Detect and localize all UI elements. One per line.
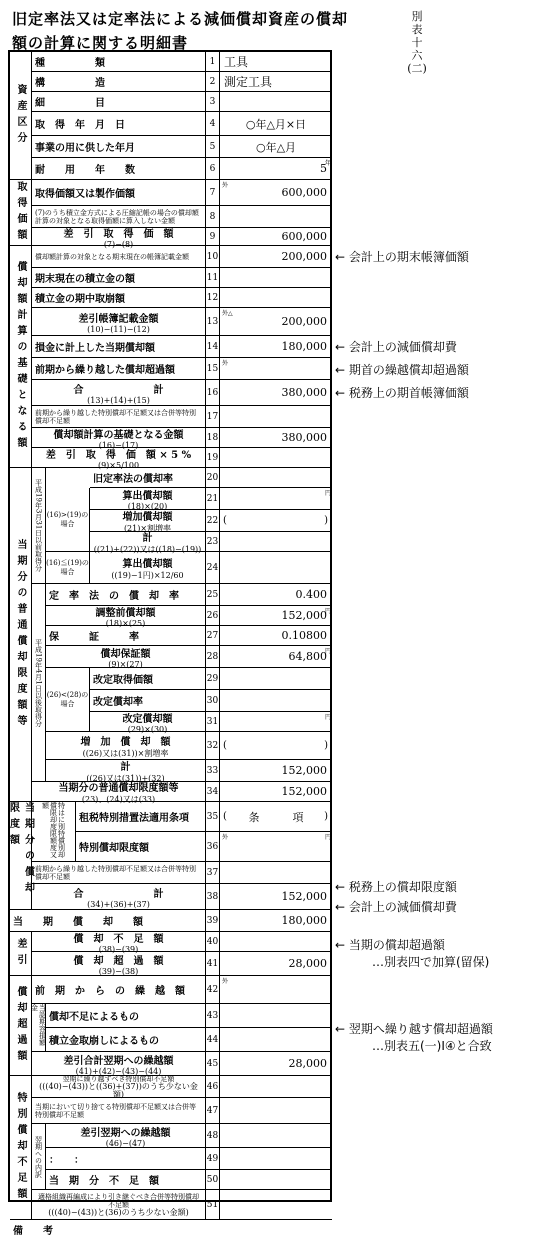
row-number: 51 [206, 1190, 220, 1220]
row-formula: (21)×割増率 [123, 523, 172, 533]
row-16-value[interactable] [220, 380, 332, 406]
row-label-text: 償却保証額 [100, 648, 151, 660]
value-text: 380,000 [281, 386, 327, 399]
row-label-text: 改定償却額 [122, 713, 173, 725]
subgroup-h19-before: 平成19年3月31日以前取得分 [32, 468, 46, 584]
row-32-value[interactable] [220, 732, 332, 760]
row-number: 28 [206, 646, 220, 668]
subgroup-h19-after: 平成19年4月1日以後取得分 [32, 584, 46, 782]
row-label-text: 取 得 年 月 日 [35, 120, 125, 131]
value-text: 600,000 [281, 186, 327, 199]
row-number: 35 [206, 802, 220, 832]
row-label-text: 翌期に繰り越すべき特別償却不足額 [62, 1074, 175, 1083]
remarks-label: 備 考 [13, 1226, 53, 1237]
row-label-text: 種 類 [35, 58, 105, 69]
row-51-value[interactable] [220, 1190, 332, 1220]
row-label-text: 差引翌期への繰越額 [80, 1127, 171, 1139]
value-text: 152,000 [281, 890, 327, 903]
row-number: 40 [206, 932, 220, 952]
row-6-value[interactable] [220, 158, 332, 180]
row-label-text: 計 [120, 761, 131, 773]
value-text: 200,000 [281, 250, 327, 263]
row-formula: (7)−(8) [103, 239, 134, 249]
row-50-value[interactable] [220, 1170, 332, 1190]
row-41-value[interactable] [220, 952, 332, 976]
row-label-text: 当期において切り捨てる特別償却不足額又は合併等特別償却不足額 [35, 1102, 196, 1119]
group-diff: 差引 [10, 932, 32, 976]
row-number: 36 [206, 832, 220, 862]
row-formula: (46)−(47) [105, 1138, 146, 1148]
row-number: 44 [206, 1028, 220, 1052]
row-11-label [32, 268, 206, 288]
row-number: 23 [206, 532, 220, 552]
row-label-text: 差 引 取 得 価 額 × 5 % [45, 449, 192, 461]
annotation-n39: ← 会計上の減価償却費 [335, 900, 457, 914]
row-formula: (18)×(20) [127, 501, 168, 511]
annotation-n45a: ← 翌期へ繰り越す償却超過額 [335, 1022, 493, 1036]
row-number: 5 [206, 136, 220, 158]
row-label-text: (7)のうち積立金方式による圧縮記帳の場合の償却額計算の対象となる取得価額に算入しない金額 [35, 208, 199, 225]
annotation-n10: ← 会計上の期末帳簿価額 [335, 250, 469, 264]
row-label-text: 当 期 分 不 足 額 [49, 1176, 159, 1187]
row-label-text: 前期から繰り越した特別償却不足額又は合併等特別償却不足額 [35, 408, 196, 425]
row-8-value[interactable] [220, 206, 332, 228]
row-formula: (23)、(24)又は(33) [81, 794, 156, 804]
row-label-text: 償却額計算の基礎となる金額 [53, 429, 184, 441]
row-number: 25 [206, 584, 220, 606]
group-over: 償却超過額 [10, 976, 32, 1076]
row-formula: (34)+(36)+(37) [87, 899, 150, 909]
row-label-text: 算出償却額 [122, 490, 173, 502]
row-number: 45 [206, 1052, 220, 1076]
value-text: 152,000 [281, 764, 327, 777]
sublabel-a: (16)>(19)の場合 [46, 488, 90, 552]
value-suf: 円 [324, 608, 331, 615]
row-label-text: 期末現在の積立金の額 [35, 274, 135, 285]
paren-right: ) [324, 740, 328, 751]
row-26-value[interactable] [220, 606, 332, 626]
value-text: 152,000 [281, 609, 327, 622]
value-text: 28,000 [288, 1057, 327, 1070]
row-14-value[interactable] [220, 336, 332, 358]
row-10-label [32, 246, 206, 268]
row-19-label [32, 448, 206, 468]
row-47-label [32, 1098, 206, 1124]
row-1-label [32, 52, 206, 72]
sublabel-c: (26)<(28)の場合 [46, 668, 90, 732]
row-50-label [46, 1170, 206, 1190]
subgroup-current: 当認期容損額金 [32, 1004, 46, 1052]
row-label-text: 租税特別措置法適用条項 [79, 813, 189, 824]
row-44-label [46, 1028, 206, 1052]
row-45-value[interactable] [220, 1052, 332, 1076]
row-formula: (41)+(42)−(43)−(44) [75, 1066, 162, 1076]
row-48-value[interactable] [220, 1124, 332, 1148]
row-10-value[interactable] [220, 246, 332, 268]
row-label-text: 特別償却限度額 [79, 843, 149, 854]
row-46-value[interactable] [220, 1076, 332, 1098]
value-text: 0.10800 [281, 629, 327, 642]
value-pre: 外△ [222, 310, 233, 317]
row-29-value[interactable] [220, 668, 332, 690]
row-label-text: 増 加 償 却 額 [80, 736, 171, 748]
row-label-text: 償 却 不 足 額 [73, 933, 164, 945]
row-19-value[interactable] [220, 448, 332, 468]
row-2-value[interactable] [220, 72, 332, 92]
row-42-label [32, 976, 206, 1004]
row-37-value[interactable] [220, 862, 332, 884]
row-14-label [32, 336, 206, 358]
subgroup-special: 特はに別特償別却償限却度限額度又額 [32, 802, 76, 862]
row-43-label [46, 1004, 206, 1028]
form-id-char: 別 [411, 10, 423, 23]
row-9-label [32, 228, 206, 249]
row-formula: (((40)−(43))と((36)+(37))のうち少ない金額) [39, 1081, 198, 1099]
row-label-text: 耐 用 年 数 [35, 165, 135, 176]
row-4-value[interactable] [220, 112, 332, 136]
row-18-value[interactable] [220, 428, 332, 448]
value-unit: 年 [324, 160, 331, 167]
row-5-label [32, 136, 206, 158]
remarks-row [10, 1220, 332, 1240]
row-number: 30 [206, 690, 220, 712]
row-number: 31 [206, 712, 220, 732]
row-label-text: 前期から繰り越した償却超過額 [35, 365, 175, 376]
row-number: 18 [206, 428, 220, 448]
row-2-label [32, 72, 206, 92]
row-33-value[interactable] [220, 760, 332, 782]
row-number: 37 [206, 862, 220, 884]
row-number: 19 [206, 448, 220, 468]
row-number: 41 [206, 952, 220, 976]
row-11-value[interactable] [220, 268, 332, 288]
row-15-label [32, 358, 206, 380]
value-text: 152,000 [281, 785, 327, 798]
form-title [12, 7, 367, 55]
row-47-value[interactable] [220, 1098, 332, 1124]
row-label-text: 合 計 [73, 888, 164, 900]
row-22-value[interactable] [220, 510, 332, 532]
row-number: 7 [206, 180, 220, 206]
row-12-label [32, 288, 206, 308]
row-label-text: 償却不足によるもの [49, 1012, 139, 1023]
group-cost: 取得価額 [10, 180, 32, 246]
form-title-line1: 旧定率法又は定率法による減価償却資産の償却 [12, 10, 349, 28]
row-label-text: 定 率 法 の 償 却 率 [49, 591, 179, 602]
group-asset: 資産区分 [10, 52, 32, 180]
row-5-value[interactable] [220, 136, 332, 158]
row-number: 6 [206, 158, 220, 180]
value-suf: 円 [324, 714, 331, 721]
form-id [405, 10, 429, 75]
value-pre: 外 [222, 834, 229, 841]
value-text: 180,000 [281, 340, 327, 353]
row-number: 22 [206, 510, 220, 532]
row-3-value[interactable] [220, 92, 332, 112]
row-16-label [32, 380, 206, 406]
value-text: 5 [320, 162, 327, 175]
paren-right: ) [324, 811, 328, 822]
value-text: 0.400 [295, 588, 327, 601]
row-number: 20 [206, 468, 220, 488]
subgroup-next: 翌期への内訳 [32, 1124, 46, 1190]
group-current: 当期分の普通償却限度額等 [10, 468, 32, 802]
row-number: 33 [206, 760, 220, 782]
row-label-text: 構 造 [35, 78, 105, 89]
form-id-char: 十 [411, 36, 423, 49]
value-text: 64,800 [288, 650, 327, 663]
value-text: 200,000 [281, 315, 327, 328]
row-number: 3 [206, 92, 220, 112]
row-number: 16 [206, 380, 220, 406]
row-36-label [76, 832, 206, 862]
form-title-line2: 額の計算に関する明細書 [12, 34, 189, 52]
form-id-char: (二) [407, 62, 427, 75]
row-38-label [32, 884, 206, 910]
row-number: 21 [206, 488, 220, 510]
row-21-value[interactable] [220, 488, 332, 510]
value-text: 条 項 [248, 810, 304, 824]
row-label-text: 旧定率法の償却率 [93, 474, 173, 485]
form-id-char: 表 [411, 23, 423, 36]
value-text: 測定工具 [224, 75, 273, 89]
row-37-label [32, 862, 206, 884]
row-formula: ((26)又は(31))×割増率 [82, 748, 169, 758]
value-pre: 外 [222, 360, 229, 367]
annotation-n45b: …別表五(一)Ⅰ④と合致 [372, 1039, 492, 1053]
row-9-value[interactable] [220, 228, 332, 246]
row-formula: ((26)又は(31))+(32) [86, 773, 165, 783]
row-13-value[interactable] [220, 308, 332, 336]
row-3-label [32, 92, 206, 112]
row-number: 29 [206, 668, 220, 690]
row-31-label [90, 712, 206, 732]
paren-left: ( [223, 740, 227, 751]
row-number: 24 [206, 552, 220, 584]
row-label-text: 損金に計上した当期償却額 [35, 343, 155, 354]
value-text: 380,000 [281, 431, 327, 444]
row-40-label [32, 932, 206, 952]
row-13-label [32, 308, 206, 336]
row-label-text: 増加償却額 [122, 511, 173, 523]
row-formula: (18)×(25) [105, 618, 146, 628]
annotation-n14: ← 会計上の減価償却費 [335, 340, 457, 354]
row-formula: (10)−(11)−(12) [87, 324, 150, 334]
row-26-label [46, 606, 206, 626]
row-formula: (38)−(39) [98, 944, 139, 954]
row-formula: ((21)+(22))又は((18)−(19)) [93, 544, 202, 554]
row-number: 48 [206, 1124, 220, 1148]
row-number: 43 [206, 1004, 220, 1028]
value-pre: 外 [222, 978, 229, 985]
row-label-text: 適格組織再編成により引き継ぐべき合併等特別償却不足額 [38, 1192, 199, 1209]
group-sp-short: 特別償却不足額 [10, 1076, 32, 1220]
value-text: 工具 [224, 55, 249, 69]
row-number: 4 [206, 112, 220, 136]
row-number: 2 [206, 72, 220, 92]
row-49-label [46, 1148, 206, 1170]
row-6-label [32, 158, 206, 180]
row-label-text: 償 却 超 過 額 [73, 955, 164, 967]
row-label-text: 当期分の普通償却限度額等 [58, 782, 179, 794]
row-35-label [76, 802, 206, 832]
row-51-label [32, 1190, 206, 1220]
row-35-value[interactable] [220, 802, 332, 832]
row-label-text: 積立金の期中取崩額 [35, 294, 125, 305]
annotation-n16: ← 税務上の期首帳簿価額 [335, 386, 469, 400]
row-49-value[interactable] [220, 1148, 332, 1170]
row-number: 10 [206, 246, 220, 268]
row-17-value[interactable] [220, 406, 332, 428]
row-number: 42 [206, 976, 220, 1004]
schedule-form [7, 50, 332, 1237]
row-30-value[interactable] [220, 690, 332, 712]
row-label-text: 差引帳簿記載金額 [78, 313, 159, 325]
row-label-text: 計 [142, 532, 153, 544]
paren-right: ) [324, 515, 328, 526]
row-number: 8 [206, 206, 220, 228]
row-label-text: 当 期 償 却 額 [13, 917, 143, 928]
row-number: 46 [206, 1076, 220, 1098]
row-28-label [46, 646, 206, 668]
row-label-text: 合 計 [73, 384, 164, 396]
row-number: 9 [206, 228, 220, 246]
row-label-text: 前 期 か ら の 繰 越 額 [35, 986, 185, 997]
row-number: 13 [206, 308, 220, 336]
row-7-value[interactable] [220, 180, 332, 206]
value-suf: 円 [324, 834, 331, 841]
value-text: ○年△月×日 [245, 117, 307, 131]
group-base: 償却額計算の基礎となる額 [10, 246, 32, 468]
row-31-value[interactable] [220, 712, 332, 732]
value-pre: 外 [222, 182, 229, 189]
row-label-text: 事業の用に供した年月 [35, 143, 135, 154]
row-44-value[interactable] [220, 1028, 332, 1052]
row-40-value[interactable] [220, 932, 332, 952]
group-special: 当期分の償却限度額 [10, 802, 32, 910]
paren-left: ( [223, 811, 227, 822]
row-formula: (9)×(27) [108, 659, 143, 669]
row-23-label [90, 532, 206, 552]
row-number: 14 [206, 336, 220, 358]
row-formula: (13)+(14)+(15) [87, 395, 150, 405]
row-46-label [32, 1076, 206, 1098]
row-number: 38 [206, 884, 220, 910]
row-7-label [32, 180, 206, 206]
row-number: 26 [206, 606, 220, 626]
row-label-text: 償却額計算の対象となる期末現在の帳簿記載金額 [35, 252, 189, 261]
row-45-label [32, 1052, 206, 1076]
row-label-text: 調整前償却額 [95, 607, 156, 619]
row-28-value[interactable] [220, 646, 332, 668]
row-number: 34 [206, 782, 220, 802]
row-number: 12 [206, 288, 220, 308]
row-12-value[interactable] [220, 288, 332, 308]
row-formula: (((40)−(43))と(36)のうち少ない金額) [48, 1207, 189, 1217]
row-formula: (29)×(30) [127, 724, 168, 734]
row-24-value[interactable] [220, 552, 332, 584]
row-label-text: 差 引 取 得 価 額 [63, 228, 174, 240]
row-number: 39 [206, 910, 220, 932]
row-label-text: 改定取得価額 [93, 675, 153, 686]
row-formula: (39)−(38) [98, 966, 139, 976]
row-23-value[interactable] [220, 532, 332, 552]
sublabel-b: (16)≦(19)の場合 [46, 552, 90, 584]
row-number: 11 [206, 268, 220, 288]
row-39-value[interactable] [220, 910, 332, 932]
value-text: 180,000 [281, 914, 327, 927]
row-label-text: 改定償却率 [93, 697, 143, 708]
row-27-label [46, 626, 206, 646]
value-text: ○年△月 [255, 140, 297, 154]
value-text: 600,000 [281, 230, 327, 243]
row-label-text: ： ： [49, 1155, 84, 1166]
row-number: 32 [206, 732, 220, 760]
row-41-label [32, 952, 206, 976]
paren-left: ( [223, 515, 227, 526]
row-27-value[interactable] [220, 626, 332, 646]
row-34-label [32, 782, 206, 802]
row-42-value[interactable] [220, 976, 332, 1004]
annotation-n41b: …別表四で加算(留保) [372, 955, 490, 969]
row-4-label [32, 112, 206, 136]
row-38-value[interactable] [220, 884, 332, 910]
row-label-text: 取得価額又は製作価額 [35, 189, 135, 200]
row-label-text: 保 証 率 [49, 632, 139, 643]
row-label-text: 前期から繰り越した特別償却不足額又は合併等特別償却不足額 [35, 864, 196, 881]
row-32-label [46, 732, 206, 760]
row-29-label [90, 668, 206, 690]
row-number: 17 [206, 406, 220, 428]
row-24-label [90, 552, 206, 584]
row-label-text: 細 目 [35, 98, 105, 109]
row-43-value[interactable] [220, 1004, 332, 1028]
row-number: 47 [206, 1098, 220, 1124]
value-text: 28,000 [288, 957, 327, 970]
annotation-n15: ← 期首の繰越償却超過額 [335, 363, 469, 377]
row-label-text: 算出償却額 [122, 558, 173, 570]
row-label-text: 積立金取崩しによるもの [49, 1036, 159, 1047]
row-formula: ((19)−1円)×12/60 [111, 570, 184, 580]
row-48-label [46, 1124, 206, 1148]
row-label-text: 差引合計翌期への繰越額 [63, 1055, 174, 1067]
row-number: 15 [206, 358, 220, 380]
row-number: 50 [206, 1170, 220, 1190]
row-15-value[interactable] [220, 358, 332, 380]
row-formula: (9)×5/100 [97, 460, 140, 470]
form-id-char: 六 [411, 49, 423, 62]
annotation-n41a: ← 当期の償却超過額 [335, 938, 445, 952]
row-number: 27 [206, 626, 220, 646]
row-25-value[interactable] [220, 584, 332, 606]
value-suf: 円 [324, 490, 331, 497]
row-1-value[interactable] [220, 52, 332, 72]
row-34-value[interactable] [220, 782, 332, 802]
row-36-value[interactable] [220, 832, 332, 862]
row-20-label [90, 468, 206, 488]
row-20-value[interactable] [220, 468, 332, 488]
value-suf: 円 [324, 648, 331, 655]
row-number: 1 [206, 52, 220, 72]
annotation-n38: ← 税務上の償却限度額 [335, 880, 457, 894]
row-number: 49 [206, 1148, 220, 1170]
row-formula: (16)−(17) [98, 440, 139, 450]
